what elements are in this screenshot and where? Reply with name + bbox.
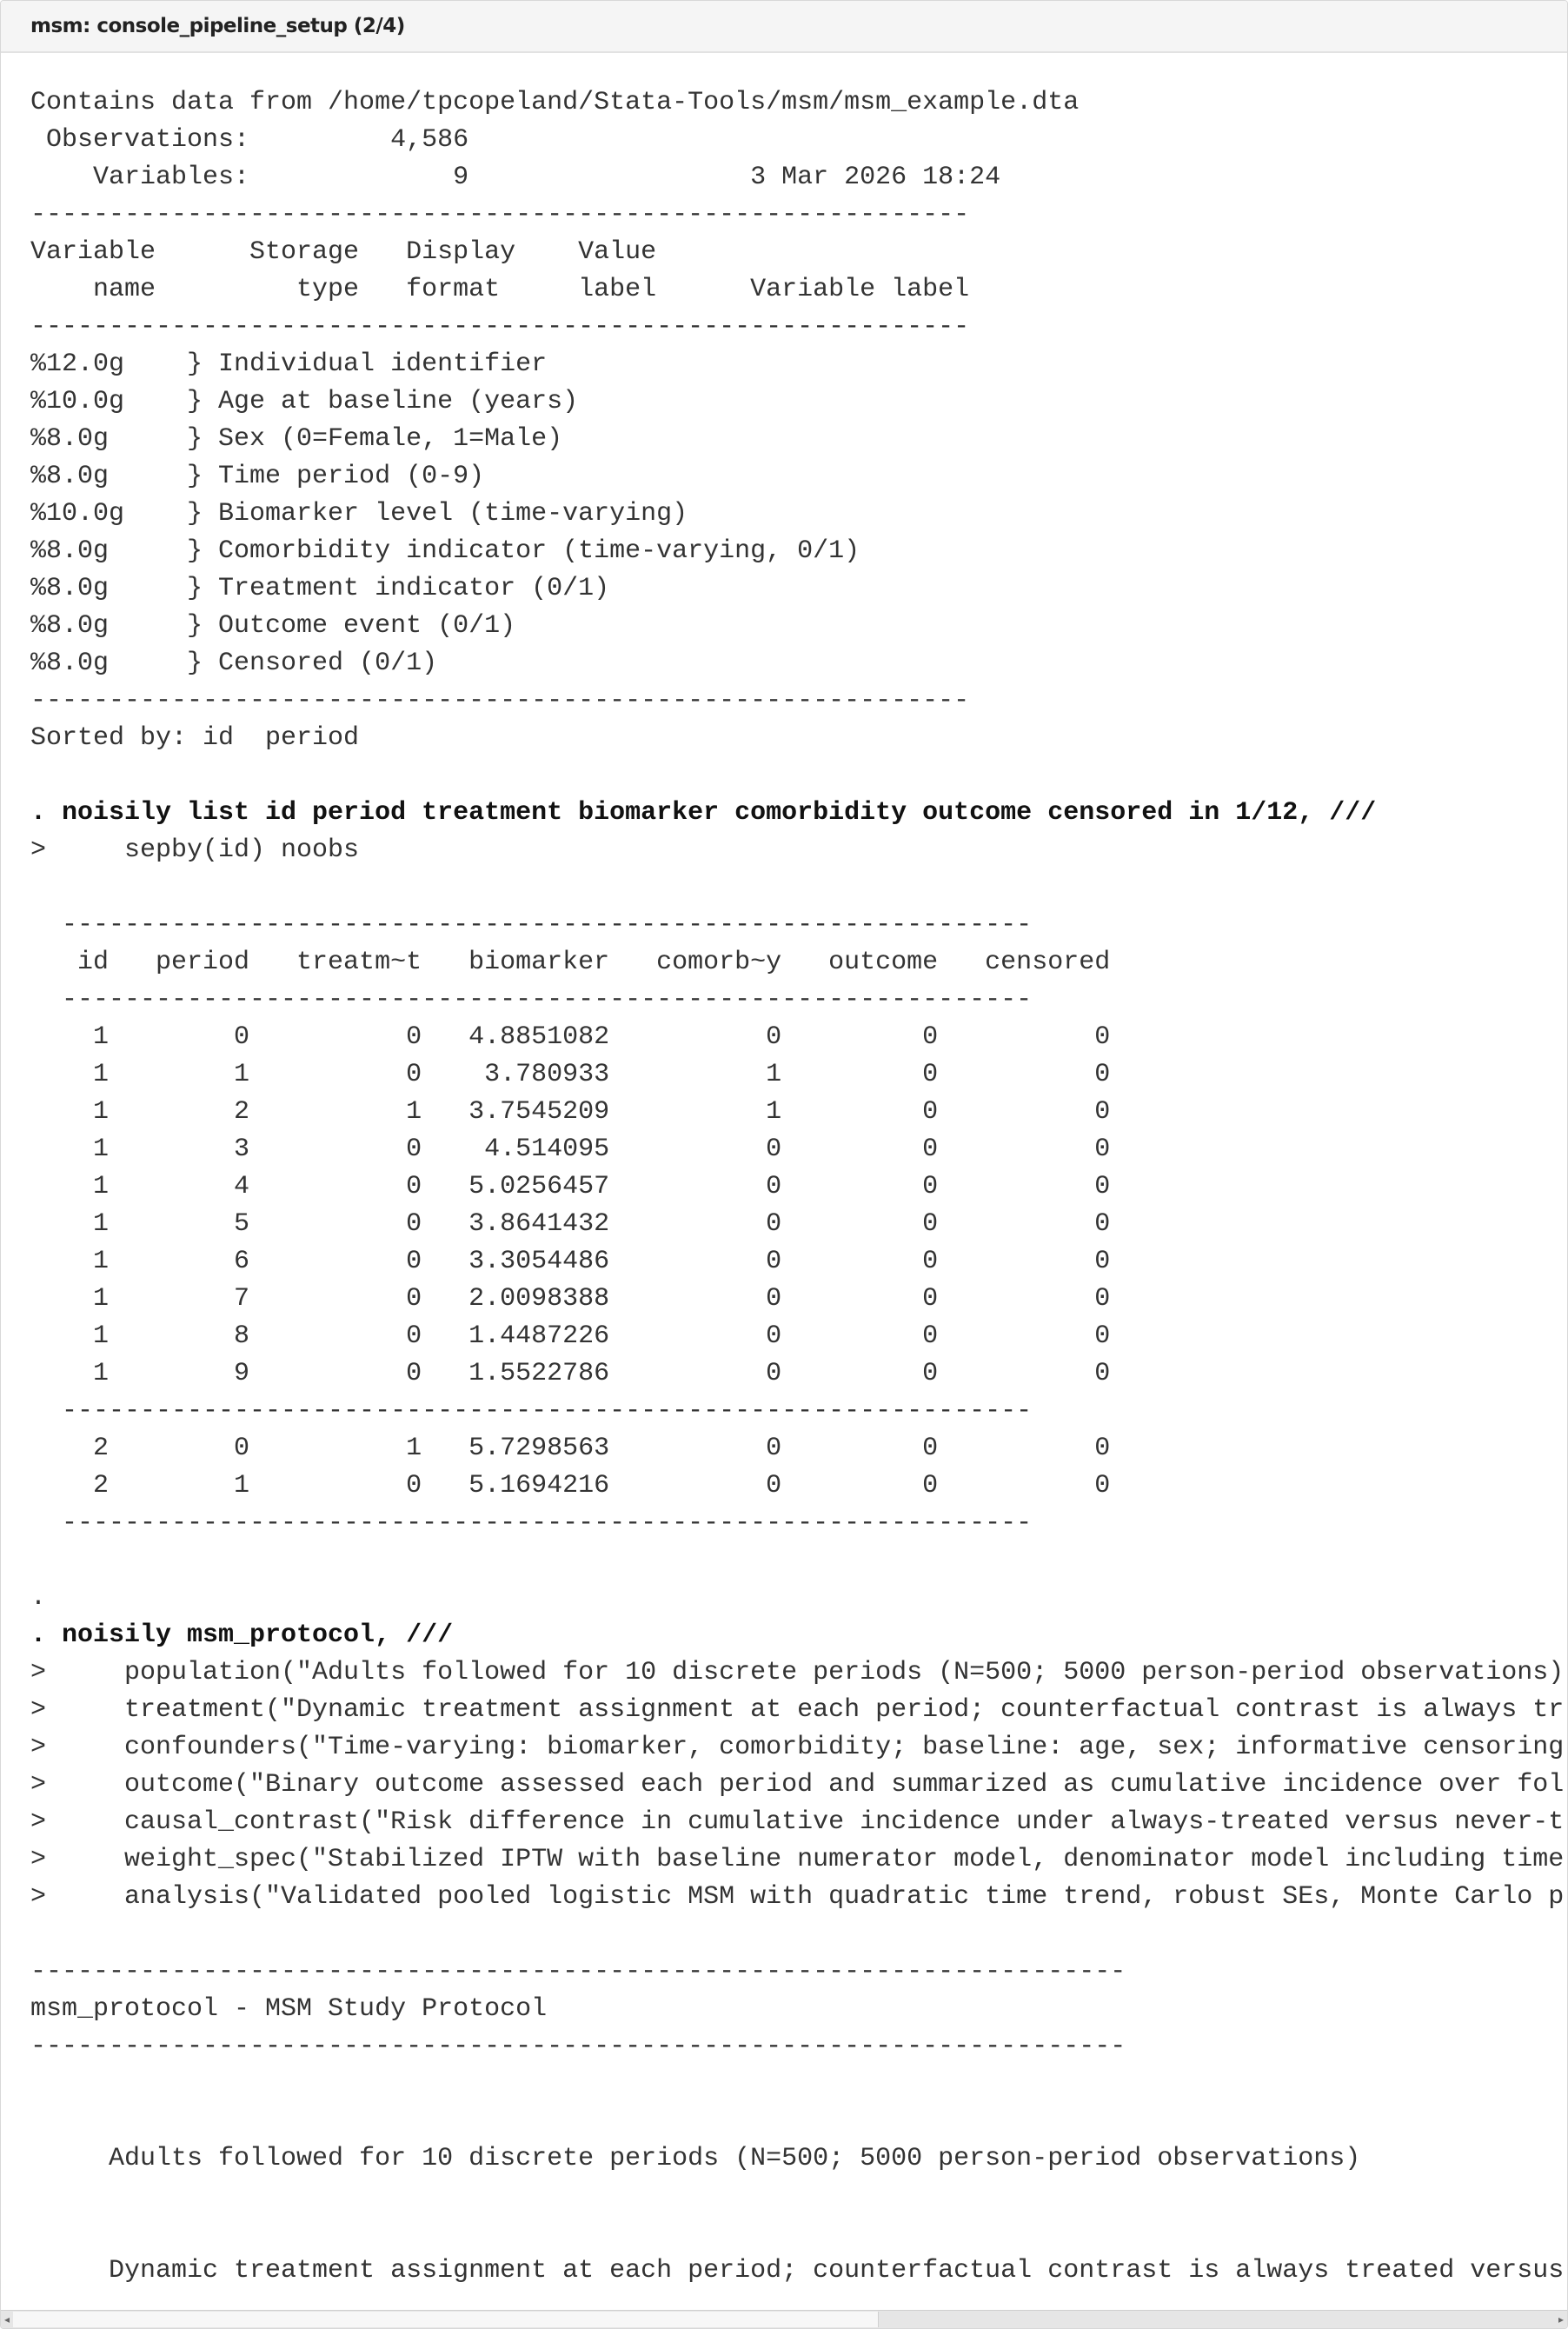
panel-header <box>1 1 1567 53</box>
output-line: name type format label Variable label <box>30 275 970 304</box>
output-line <box>30 2178 1567 2215</box>
output-line: ------------------------------------------------------------ <box>30 312 970 342</box>
output-line: Variable Storage Display Value <box>30 237 657 267</box>
output-line: %10.0g } Age at baseline (years) <box>30 387 579 416</box>
output-line: 1 3 0 4.514095 0 0 0 <box>30 1135 1111 1164</box>
output-line: ------------------------------------------------------------ <box>30 200 970 230</box>
output-line: %8.0g } Sex (0=Female, 1=Male) <box>30 424 563 454</box>
output-line <box>30 1916 1567 1953</box>
scroll-left-arrow-icon[interactable]: ◂ <box>3 2313 10 2326</box>
output-line: Contains data from /home/tpcopeland/Stata-Tools/msm/msm_example.dta <box>30 88 1080 117</box>
output-line: 1 5 0 3.8641432 0 0 0 <box>30 1209 1111 1239</box>
output-line <box>30 1542 1567 1580</box>
output-line: %8.0g } Outcome event (0/1) <box>30 611 516 641</box>
console-output[interactable] <box>30 84 1567 2307</box>
output-line <box>30 757 1567 795</box>
output-line: %8.0g } Treatment indicator (0/1) <box>30 574 610 603</box>
scrollbar-thumb[interactable] <box>13 2312 879 2327</box>
output-line: > causal_contrast("Risk difference in cumulative incidence under always-treated versus never-t <box>30 1807 1565 1837</box>
output-line: %12.0g } Individual identifier <box>30 349 548 379</box>
output-line: > confounders("Time-varying: biomarker, comorbidity; baseline: age, sex; informative censoring <box>30 1733 1565 1762</box>
output-line: Dynamic treatment assignment at each period; counterfactual contrast is always treated versus <box>30 2256 1565 2286</box>
output-line <box>30 2066 1567 2103</box>
output-line: 1 2 1 3.7545209 1 0 0 <box>30 1097 1111 1127</box>
output-line: %8.0g } Censored (0/1) <box>30 649 438 678</box>
output-line: 1 1 0 3.780933 1 0 0 <box>30 1060 1111 1089</box>
output-line: ---------------------------------------------------------------------- <box>30 2032 1126 2061</box>
scroll-right-arrow-icon[interactable]: ▸ <box>1558 2313 1565 2326</box>
output-line <box>30 869 1567 907</box>
output-line: > outcome("Binary outcome assessed each period and summarized as cumulative incidence over fol <box>30 1770 1565 1800</box>
output-line <box>30 2215 1567 2252</box>
output-line: > sepby(id) noobs <box>30 835 360 865</box>
output-line: Adults followed for 10 discrete periods (N=500; 5000 person-period observations) <box>30 2144 1361 2173</box>
panel-title: msm: console_pipeline_setup (2/4) <box>30 15 405 37</box>
output-line: %10.0g } Biomarker level (time-varying) <box>30 499 688 529</box>
output-line: 1 6 0 3.3054486 0 0 0 <box>30 1247 1111 1276</box>
output-line: -------------------------------------------------------------- <box>30 985 1033 1015</box>
output-line: id period treatm~t biomarker comorb~y outcome censored <box>30 948 1111 977</box>
output-line: -------------------------------------------------------------- <box>30 1396 1033 1426</box>
command-line: . noisily list id period treatment biomarker comorbidity outcome censored in 1/12, /// <box>30 798 1377 828</box>
output-line: ------------------------------------------------------------ <box>30 686 970 715</box>
output-line: 2 0 1 5.7298563 0 0 0 <box>30 1434 1111 1463</box>
output-line: -------------------------------------------------------------- <box>30 910 1033 940</box>
output-line: Sorted by: id period <box>30 723 360 753</box>
output-line: 2 1 0 5.1694216 0 0 0 <box>30 1471 1111 1501</box>
output-line: Observations: 4,586 <box>30 125 469 155</box>
output-line: 1 9 0 1.5522786 0 0 0 <box>30 1359 1111 1388</box>
output-line: 1 0 0 4.8851082 0 0 0 <box>30 1022 1111 1052</box>
output-line: > population("Adults followed for 10 discrete periods (N=500; 5000 person-period observations) <box>30 1658 1565 1687</box>
output-line: . <box>30 1583 47 1613</box>
output-line <box>30 2103 1567 2140</box>
output-line: 1 4 0 5.0256457 0 0 0 <box>30 1172 1111 1201</box>
output-line: msm_protocol - MSM Study Protocol <box>30 1994 548 2024</box>
output-line: > weight_spec("Stabilized IPTW with baseline numerator model, denominator model including time <box>30 1845 1565 1874</box>
output-line: > analysis("Validated pooled logistic MSM with quadratic time trend, robust SEs, Monte Carlo p <box>30 1882 1565 1912</box>
output-line: Variables: 9 3 Mar 2026 18:24 <box>30 163 1001 192</box>
horizontal-scrollbar[interactable] <box>1 2310 1567 2328</box>
output-line: -------------------------------------------------------------- <box>30 1508 1033 1538</box>
output-line: ---------------------------------------------------------------------- <box>30 1957 1126 1986</box>
output-line: %8.0g } Time period (0-9) <box>30 462 485 491</box>
output-line: > treatment("Dynamic treatment assignment at each period; counterfactual contrast is always tr <box>30 1695 1565 1725</box>
command-line: . noisily msm_protocol, /// <box>30 1620 454 1650</box>
output-line: 1 7 0 2.0098388 0 0 0 <box>30 1284 1111 1314</box>
output-line: 1 8 0 1.4487226 0 0 0 <box>30 1321 1111 1351</box>
output-line: %8.0g } Comorbidity indicator (time-varying, 0/1) <box>30 536 860 566</box>
